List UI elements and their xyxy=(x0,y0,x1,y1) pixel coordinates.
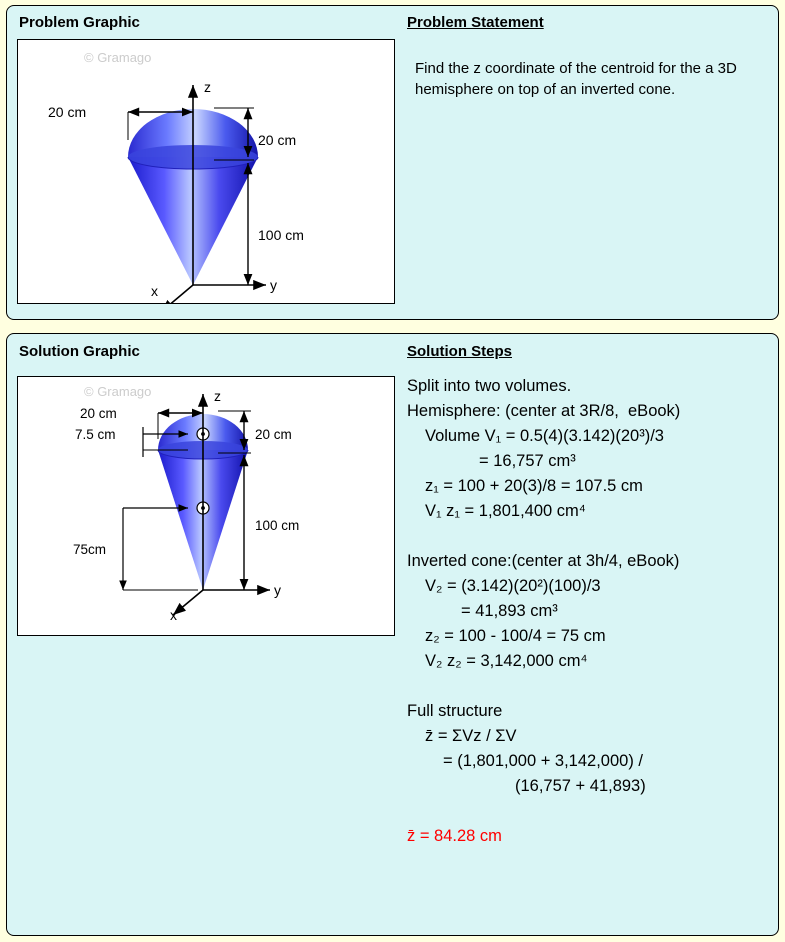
solution-step-line: V₁ z₁ = 1,801,400 cm⁴ xyxy=(425,502,586,520)
svg-text:z: z xyxy=(214,388,221,404)
problem-panel xyxy=(6,5,779,320)
problem-statement-text: Find the z coordinate of the centroid for the a 3D hemisphere on top of an inverted cone. xyxy=(415,60,742,98)
solution-step-line: V₂ z₂ = 3,142,000 cm⁴ xyxy=(425,652,588,670)
solution-figure-svg xyxy=(18,377,394,635)
solution-step-line: Split into two volumes. xyxy=(407,377,572,395)
problem-statement-title: Problem Statement xyxy=(407,14,544,31)
solution-step-line xyxy=(407,799,767,824)
solution-step-line: Inverted cone:(center at 3h/4, eBook) xyxy=(407,552,680,570)
problem-graphic-title: Problem Graphic xyxy=(19,14,140,31)
watermark: © Gramago xyxy=(84,384,152,399)
solution-step-line: V₂ = (3.142)(20²)(100)/3 xyxy=(425,577,601,595)
solution-step-line: z₂ = 100 - 100/4 = 75 cm xyxy=(425,627,606,645)
solution-step-line: Volume V₁ = 0.5(4)(3.142)(20³)/3 xyxy=(425,427,664,445)
svg-text:100 cm: 100 cm xyxy=(255,518,300,533)
svg-text:y: y xyxy=(270,277,277,293)
solution-step-line xyxy=(407,674,767,699)
problem-figure-svg xyxy=(18,40,394,303)
solution-step-line: = 41,893 cm³ xyxy=(461,602,558,620)
solution-graphic xyxy=(17,376,395,636)
svg-text:20 cm: 20 cm xyxy=(255,427,292,442)
solution-steps-list xyxy=(407,374,767,849)
svg-text:z: z xyxy=(204,79,211,95)
svg-text:7.5 cm: 7.5 cm xyxy=(75,427,116,442)
watermark: © Gramago xyxy=(84,50,152,65)
solution-step-line: (16,757 + 41,893) xyxy=(515,777,646,795)
solution-step-line: Full structure xyxy=(407,702,503,720)
svg-text:x: x xyxy=(170,607,177,623)
solution-panel xyxy=(6,333,779,936)
svg-text:20 cm: 20 cm xyxy=(48,104,87,120)
solution-steps-title: Solution Steps xyxy=(407,343,512,360)
solution-step-line: z̄ = 84.28 cm xyxy=(407,827,502,845)
svg-text:20 cm: 20 cm xyxy=(258,132,297,148)
problem-graphic xyxy=(17,39,395,304)
svg-text:y: y xyxy=(274,582,281,598)
solution-graphic-title: Solution Graphic xyxy=(19,343,140,360)
svg-text:20 cm: 20 cm xyxy=(80,406,117,421)
solution-step-line: = 16,757 cm³ xyxy=(479,452,576,470)
solution-step-line: Hemisphere: (center at 3R/8, eBook) xyxy=(407,402,681,420)
solution-step-line: z̄ = ΣVz / ΣV xyxy=(425,727,517,745)
svg-text:75cm: 75cm xyxy=(73,542,107,557)
svg-text:100 cm: 100 cm xyxy=(258,227,304,243)
solution-step-line xyxy=(407,524,767,549)
svg-text:x: x xyxy=(151,283,158,299)
solution-step-line: = (1,801,000 + 3,142,000) / xyxy=(443,752,643,770)
solution-step-line: z₁ = 100 + 20(3)/8 = 107.5 cm xyxy=(425,477,643,495)
